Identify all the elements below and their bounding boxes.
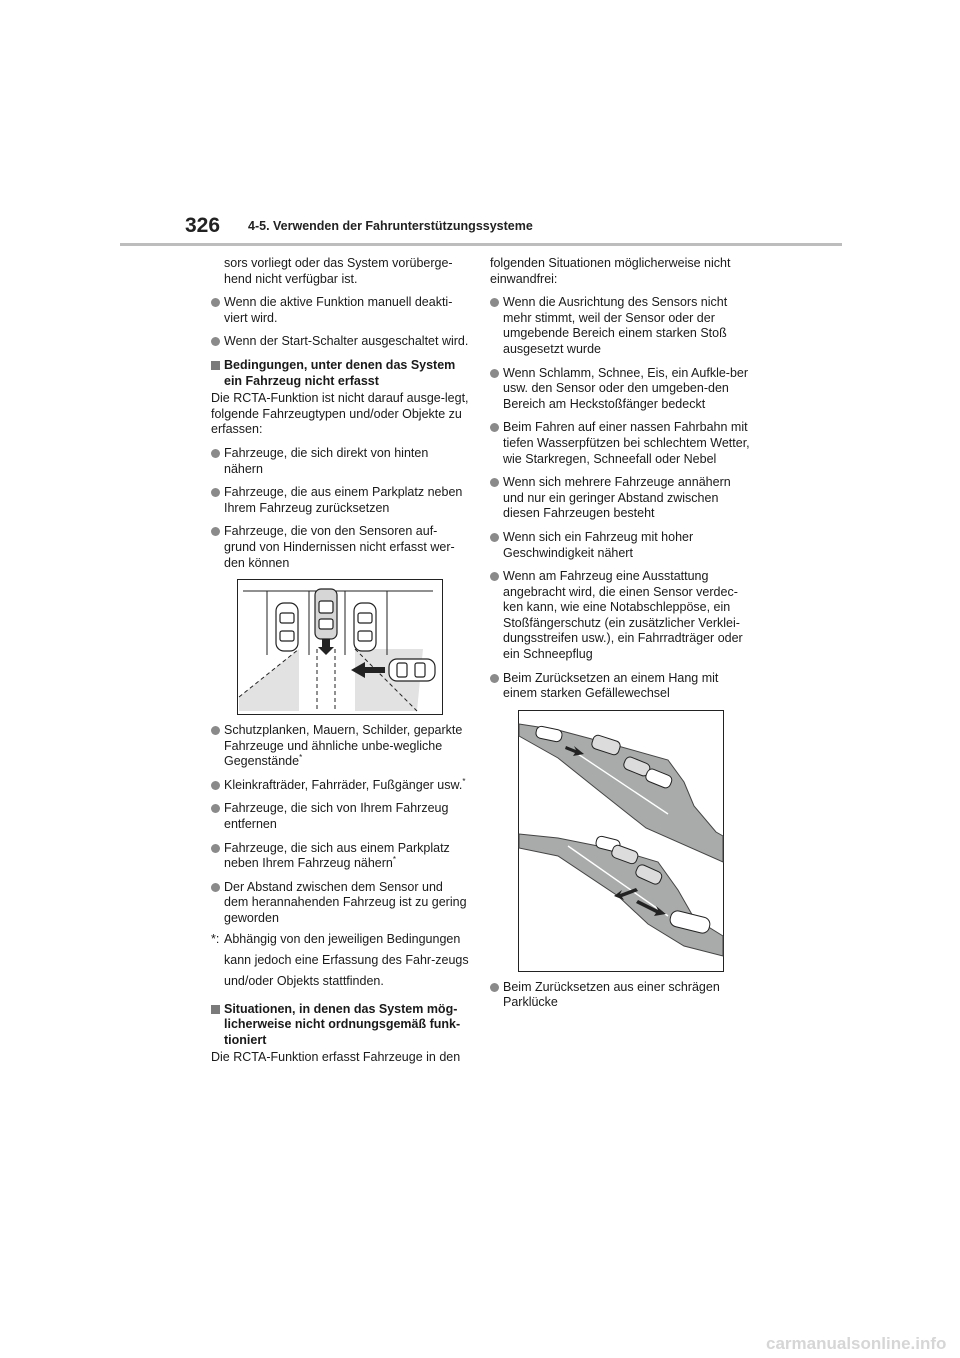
bullet-item (211, 485, 469, 516)
bullet-text: Wenn der Start-Schalter ausgeschaltet wird. (224, 334, 469, 349)
bullet-dot-icon (211, 804, 220, 813)
bullet-text: Kleinkrafträder, Fahrräder, Fußgänger usw. (224, 777, 463, 792)
bullet-dot-icon (490, 983, 499, 992)
bullet-dot-icon (490, 369, 499, 378)
square-bullet-icon (211, 1005, 220, 1014)
right-column (490, 256, 752, 1019)
bullet-item (211, 778, 469, 794)
bullet-text: Wenn am Fahrzeug eine Ausstattung angebracht wird, die einen Sensor verdec-ken kann, wie eine Notabschleppöse, ein Stoßfängerschutz (ein zusätzlicher Verklei-dungsstreifen usw.), ein Fahrradträger oder ein Schneepflug (503, 569, 743, 662)
slope-illustration (518, 710, 724, 972)
bullet-text: Fahrzeuge, die sich von Ihrem Fahrzeug entfernen (224, 801, 449, 832)
bullet-text: Der Abstand zwischen dem Sensor und dem herannahenden Fahrzeug ist zu gering geworden (224, 879, 467, 926)
bullet-dot-icon (211, 337, 220, 346)
bullet-dot-icon (490, 572, 499, 581)
bullet-item (490, 420, 752, 467)
bullet-dot-icon (490, 478, 499, 487)
bullet-item (211, 295, 469, 326)
asterisk-mark: * (392, 855, 396, 865)
bullet-text: Wenn sich mehrere Fahrzeuge annähern und nur ein geringer Abstand zwischen diesen Fahrzeugen besteht (503, 475, 731, 521)
bullet-dot-icon (211, 449, 220, 458)
page-header (0, 0, 960, 250)
square-bullet-icon (211, 361, 220, 370)
bullet-item (490, 569, 752, 663)
page-number: 326 (185, 214, 221, 237)
approaching-car-icon (389, 659, 435, 681)
bullet-item (211, 880, 469, 927)
bullet-dot-icon (211, 781, 220, 790)
watermark: carmanualsonline.info (766, 1334, 947, 1353)
bullet-dot-icon (211, 298, 220, 307)
bullet-text: Fahrzeuge, die sich direkt von hinten nähern (224, 445, 429, 476)
bullet-item (211, 801, 469, 832)
footnote-text: Abhängig von den jeweiligen Bedingungen kann jedoch eine Erfassung des Fahr-zeugs und/oder Objekts stattfinden. (224, 931, 469, 988)
left-column (211, 256, 469, 1074)
asterisk-mark: * (462, 776, 466, 786)
section-title: 4-5. Verwenden der Fahrunterstützungssysteme (248, 219, 533, 233)
bullet-item (490, 475, 752, 522)
parked-car-left-icon (276, 603, 298, 651)
parked-car-right-icon (354, 603, 376, 651)
bullet-item (490, 671, 752, 702)
footnote (211, 929, 469, 992)
subheading-text: Bedingungen, unter denen das System ein Fahrzeug nicht erfasst (224, 357, 456, 388)
bullet-dot-icon (490, 423, 499, 432)
bullet-text: Beim Zurücksetzen an einem Hang mit einem starken Gefällewechsel (503, 670, 719, 701)
bullet-dot-icon (211, 726, 220, 735)
bullet-item (211, 334, 469, 350)
paragraph: Die RCTA-Funktion ist nicht darauf ausge-legt, folgende Fahrzeugtypen und/oder Objekte zu erfassen: (211, 391, 469, 437)
bullet-dot-icon (490, 298, 499, 307)
bullet-text: Fahrzeuge, die sich aus einem Parkplatz neben Ihrem Fahrzeug nähern (224, 840, 450, 871)
bullet-item (211, 446, 469, 477)
bullet-item (211, 841, 469, 872)
bullet-text: Fahrzeuge, die von den Sensoren auf-grund von Hindernissen nicht erfasst wer-den können (224, 524, 455, 570)
asterisk-mark: * (299, 753, 303, 763)
bullet-dot-icon (490, 533, 499, 542)
continuation-text: folgenden Situationen möglicherweise nicht einwandfrei: (490, 256, 731, 286)
bullet-dot-icon (211, 883, 220, 892)
bullet-text: Fahrzeuge, die aus einem Parkplatz neben Ihrem Fahrzeug zurücksetzen (224, 485, 463, 515)
paragraph: Die RCTA-Funktion erfasst Fahrzeuge in den (211, 1050, 461, 1065)
bullet-item (211, 723, 469, 770)
bullet-text: Wenn die Ausrichtung des Sensors nicht mehr stimmt, weil der Sensor oder der umgebende Bereich einem starken Stoß ausgesetzt wurde (503, 295, 728, 356)
bullet-dot-icon (211, 844, 220, 853)
footnote-mark: *: (211, 931, 220, 946)
bullet-dot-icon (490, 674, 499, 683)
bullet-text: Schutzplanken, Mauern, Schilder, geparkte Fahrzeuge und ähnliche unbe-wegliche Gegenstände (224, 723, 463, 769)
bullet-text: Wenn die aktive Funktion manuell deakti-viert wird. (224, 295, 453, 325)
subheading-not-detected (211, 358, 469, 389)
bullet-text: Wenn Schlamm, Schnee, Eis, ein Aufkle-ber usw. den Sensor oder den umgeben-den Bereich am Heckstoßfänger bedeckt (503, 365, 749, 411)
bullet-item (211, 524, 469, 571)
continuation-text: sors vorliegt oder das System vorüberge-hend nicht verfügbar ist. (224, 256, 453, 286)
subheading-text: Situationen, in denen das System mög-licherweise nicht ordnungsgemäß funk-tioniert (224, 1001, 461, 1047)
bullet-dot-icon (211, 527, 220, 536)
subheading-malfunction (211, 1002, 469, 1049)
bullet-item (490, 530, 752, 561)
bullet-item (490, 295, 752, 357)
bullet-text: Beim Zurücksetzen aus einer schrägen Parklücke (503, 979, 720, 1010)
own-car-icon (315, 589, 337, 639)
bullet-dot-icon (211, 488, 220, 497)
bullet-text: Beim Fahren auf einer nassen Fahrbahn mit tiefen Wasserpfützen bei schlechtem Wetter, wie Starkregen, Schneefall oder Nebel (503, 420, 750, 466)
header-rule (120, 243, 842, 246)
parking-lot-illustration (237, 579, 443, 715)
bullet-text: Wenn sich ein Fahrzeug mit hoher Geschwindigkeit nähert (503, 529, 694, 560)
bullet-item (490, 980, 752, 1011)
bullet-item (490, 366, 752, 413)
